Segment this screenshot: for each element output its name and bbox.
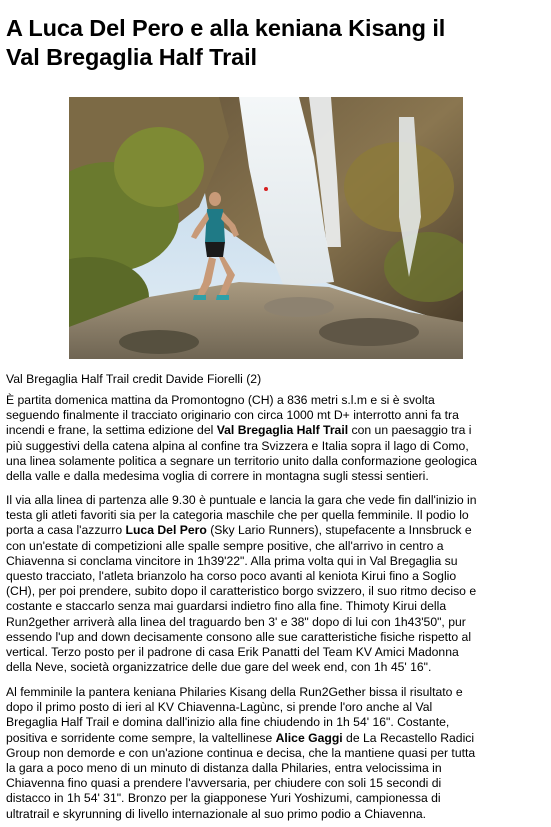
paragraph-line <box>6 423 546 438</box>
paragraph-line: della Neve, società organizzatrice delle due gare del week end, con 1h 45' 16". <box>6 660 432 675</box>
event-name-bold: Val Bregaglia Half Trail <box>216 423 349 438</box>
paragraph-line: più suggestivi della catena alpina al confine tra Svizzera e Italia sopra il lago di Como, <box>6 438 469 453</box>
paragraph-line: Bregaglia Half Trail e domina dall'inizio alla fine chiudendo in 1h 54' 16". Costante, <box>6 715 450 730</box>
paragraph-line: testa gli atleti favoriti sia per la categoria maschile che per quella femminile. Il podio lo <box>6 508 469 523</box>
text-segment: incendi e frane, la settima edizione del <box>6 423 217 438</box>
paragraph-line: Group non demorde e con un'azione continua e decisa, che la mantiene quasi per tutta <box>6 745 476 760</box>
athlete-name-bold: Luca Del Pero <box>125 523 207 538</box>
paragraph-line: Run2gether arriverà alla linea del traguardo ben 3' e 38" dopo di lui con 1h43'50", pur <box>6 614 466 629</box>
photo-caption: Val Bregaglia Half Trail credit Davide Fiorelli (2) <box>6 372 262 386</box>
article-title <box>6 14 546 72</box>
paragraph-line: dopo il primo posto di ieri al KV Chiavenna-Lagùnc, si prende l'oro anche al Val <box>6 700 433 715</box>
text-segment: positiva e sorridente come sempre, la valtellinese <box>6 730 276 745</box>
paragraph-line: Chiavenna fino quasi a prendere l'avversaria, per chiudere con soli 15 secondi di <box>6 776 442 791</box>
paragraph-line <box>6 523 546 538</box>
paragraph-line: Al femminile la pantera keniana Philaries Kisang della Run2Gether bissa il risultato e <box>6 685 463 699</box>
paragraph-line: Il via alla linea di partenza alle 9.30 è puntuale e lancia la gara che vede fin dall'inizio in <box>6 493 477 507</box>
article-paragraph-1 <box>6 393 546 484</box>
text-segment: de La Recastello Radici <box>342 730 475 745</box>
article-title-line-1: A Luca Del Pero e alla keniana Kisang il <box>6 15 446 41</box>
paragraph-line: una linea solamente politica a segnare un territorio unito dalla conformazione geologica <box>6 453 477 468</box>
paragraph-line: questo tracciato, l'atleta brianzolo ha corso poco avanti al keniota Kirui fino a Soglio <box>6 569 457 584</box>
paragraph-line <box>6 731 546 746</box>
paragraph-line: ultratrail e skyrunning di livello internazionale al suo primo podio a Chiavenna. <box>6 806 427 821</box>
text-segment: con un paesaggio tra i <box>348 423 472 438</box>
paragraph-line: È partita domenica mattina da Promontogno (CH) a 836 metri s.l.m e si è svolta <box>6 393 435 407</box>
paragraph-line: seguendo finalmente il tracciato originario con circa 1000 mt D+ interrotto anni fa tra <box>6 408 459 423</box>
athlete-name-bold: Alice Gaggi <box>275 730 343 745</box>
text-segment: porta a casa l'azzurro <box>6 523 126 538</box>
paragraph-line: della valle e dalla medesima voglia di correre in montagna sugli stessi sentieri. <box>6 469 429 484</box>
paragraph-line: la gara a poco meno di un minuto di distanza dalla Philaries, entra velocissima in <box>6 761 442 776</box>
trail-runner-waterfall-image <box>69 97 463 359</box>
article-photo <box>69 97 463 359</box>
paragraph-line: vertical. Terzo posto per il padrone di casa Erik Panatti del Team KV Amici Madonna <box>6 645 459 660</box>
paragraph-line: essendo l'up and down decisamente consono alle sue caratteristiche fisiche rispetto al <box>6 629 472 644</box>
paragraph-line: costante e staccarlo senza mai guardarsi indietro fino alla fine. Thimoty Kirui della <box>6 599 447 614</box>
text-segment: (Sky Lario Runners), stupefacente a Innsbruck e <box>206 523 472 538</box>
paragraph-line: con un'estate di competizioni alle spalle sempre positive, che all'arrivo in centro a <box>6 538 444 553</box>
article-paragraph-2 <box>6 493 546 675</box>
article-title-line-2: Val Bregaglia Half Trail <box>6 44 257 70</box>
paragraph-line: (CH), per poi prendere, subito dopo il caratteristico borgo svizzero, il suo ritmo deciso e <box>6 584 477 599</box>
article-paragraph-3 <box>6 685 546 822</box>
paragraph-line: distacco in 1h 54' 31". Bronzo per la giapponese Yuri Yoshizumi, campionessa di <box>6 791 441 806</box>
paragraph-line: Chiavenna si conclama vincitore in 1h39'22". Alla prima volta qui in Val Bregaglia su <box>6 553 458 568</box>
